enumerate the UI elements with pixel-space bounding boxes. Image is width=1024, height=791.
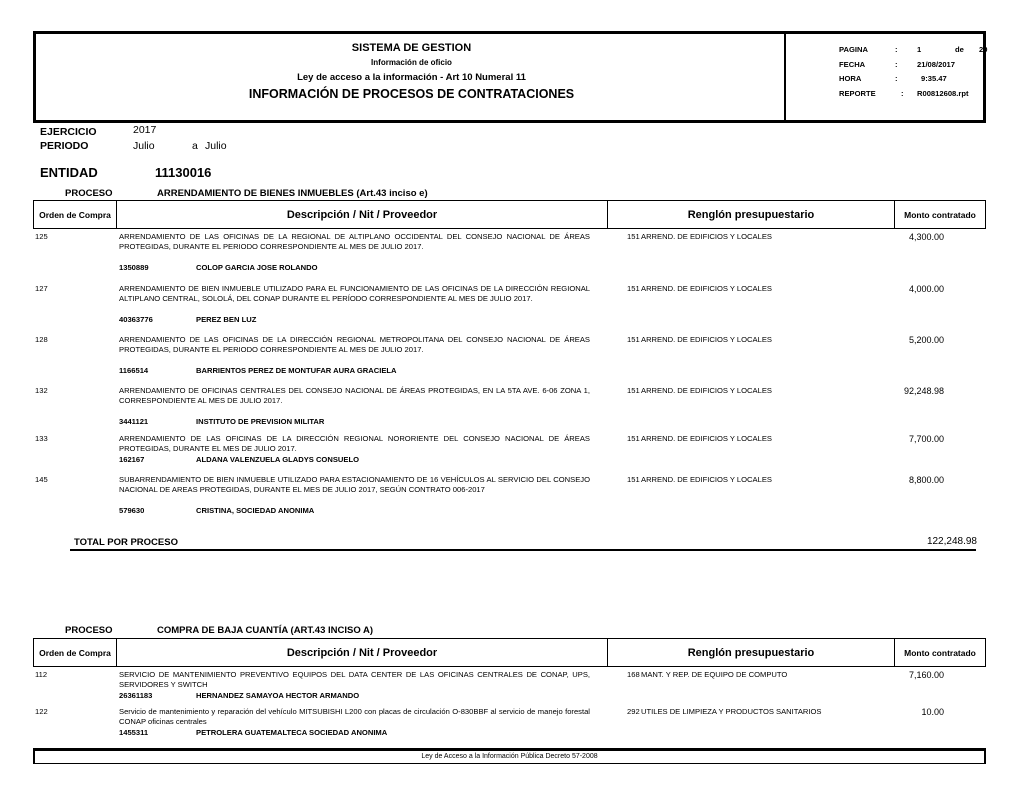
process-label: PROCESO xyxy=(65,625,113,636)
proveedor-line xyxy=(119,263,590,273)
col-descripcion: Descripción / Nit / Proveedor xyxy=(117,639,608,666)
monto: 7,160.00 xyxy=(908,670,944,680)
entidad-label: ENTIDAD xyxy=(40,165,98,180)
nit: 1166514 xyxy=(119,366,149,376)
monto: 92,248.98 xyxy=(903,386,944,396)
nit: 162167 xyxy=(119,454,145,464)
col-descripcion: Descripción / Nit / Proveedor xyxy=(117,201,608,228)
renglon-name: ARREND. DE EDIFICIOS Y LOCALES xyxy=(641,475,772,484)
orden-compra: 127 xyxy=(35,284,48,293)
fecha-value: 21/08/2017 xyxy=(917,59,956,69)
reporte-label: REPORTE xyxy=(839,88,876,98)
col-renglon: Renglón presupuestario xyxy=(608,639,895,666)
report-meta xyxy=(806,45,1024,103)
renglon-name: ARREND. DE EDIFICIOS Y LOCALES xyxy=(641,386,772,395)
meta-fecha xyxy=(839,60,1024,75)
table-header xyxy=(33,200,986,229)
report-title: INFORMACIÓN DE PROCESOS DE CONTRATACIONES xyxy=(248,87,575,101)
proveedor: COLOP GARCIA JOSE ROLANDO xyxy=(196,263,318,273)
proveedor: CRISTINA, SOCIEDAD ANONIMA xyxy=(196,506,315,516)
descripcion: ARRENDAMIENTO DE BIEN INMUEBLE UTILIZADO PARA EL FUNCIONAMIENTO DE LAS OFICINAS DE LA DIRECCIÓN REGIONAL ALTIPLANO CENTRAL, SOLOLÁ, DEL CONAP DURANTE EL PERÍODO CORRESPONDIENTE AL MES DE JULIO 2017. xyxy=(119,284,590,304)
proveedor: INSTITUTO DE PREVISION MILITAR xyxy=(196,417,325,427)
process-name: ARRENDAMIENTO DE BIENES INMUEBLES (Art.43 inciso e) xyxy=(157,188,428,199)
renglon-name: ARREND. DE EDIFICIOS Y LOCALES xyxy=(641,335,772,344)
monto: 5,200.00 xyxy=(908,335,944,345)
col-renglon: Renglón presupuestario xyxy=(608,201,895,228)
orden-compra: 133 xyxy=(35,434,48,443)
report-subtitle: Información de oficio xyxy=(371,58,452,67)
col-orden: Orden de Compra xyxy=(34,201,117,228)
proveedor-line xyxy=(119,691,590,701)
footer-law: Ley de Acceso a la Información Pública Decreto 57-2008 xyxy=(33,748,986,764)
descripcion: ARRENDAMIENTO DE LAS OFICINAS DE LA DIRECCIÓN REGIONAL METROPOLITANA DEL CONSEJO NACIONAL DE ÁREAS PROTEGIDAS, DURANTE EL PERIODO CORRESPONDIENTE AL MES DE JULIO 2017. xyxy=(119,335,590,355)
proveedor-line xyxy=(119,417,590,427)
orden-compra: 128 xyxy=(35,335,48,344)
descripcion: ARRENDAMIENTO DE LAS OFICINAS DE LA REGIONAL DE ALTIPLANO OCCIDENTAL DEL CONSEJO NACIONAL DE ÁREAS PROTEGIDAS, DURANTE EL PERIODO CORRESPONDIENTE AL MES DE JULIO 2017. xyxy=(119,232,590,252)
col-monto: Monto contratado xyxy=(904,209,976,220)
periodo-to: Julio xyxy=(205,140,227,152)
descripcion: ARRENDAMIENTO DE LAS OFICINAS DE LA DIRECCIÓN REGIONAL NORORIENTE DEL CONSEJO NACIONAL DE ÁREAS PROTEGIDAS, DURANTE EL MES DE JULIO 2017. xyxy=(119,434,590,454)
renglon-code: 151 xyxy=(627,335,640,344)
renglon-code: 151 xyxy=(627,284,640,293)
renglon-name: ARREND. DE EDIFICIOS Y LOCALES xyxy=(641,434,772,443)
total-value: 122,248.98 xyxy=(926,536,977,547)
meta-reporte xyxy=(839,89,1024,104)
proveedor: PEREZ BEN LUZ xyxy=(196,315,257,325)
nit: 1350889 xyxy=(119,263,149,273)
proveedor-line xyxy=(119,455,590,465)
proveedor: PETROLERA GUATEMALTECA SOCIEDAD ANONIMA xyxy=(196,727,388,737)
table-header xyxy=(33,638,986,667)
periodo-label: PERIODO xyxy=(40,140,89,152)
renglon-code: 151 xyxy=(627,386,640,395)
nit: 579630 xyxy=(119,506,145,516)
total-pages: 20 xyxy=(979,45,988,54)
colon: : xyxy=(895,45,898,54)
descripcion: ARRENDAMIENTO DE OFICINAS CENTRALES DEL CONSEJO NACIONAL DE ÁREAS PROTEGIDAS, EN LA 5TA AVE. 6-06 ZONA 1, CORRESPONDIENTE AL MES DE JULIO 2017. xyxy=(119,386,590,406)
system-name: SISTEMA DE GESTION xyxy=(351,42,472,54)
reporte-value: R00812608.rpt xyxy=(917,88,969,98)
periodo-from: Julio xyxy=(133,140,155,152)
total-label: TOTAL POR PROCESO xyxy=(74,537,178,548)
descripcion: SUBARRENDAMIENTO DE BIEN INMUEBLE UTILIZADO PARA ESTACIONAMIENTO DE 16 VEHÍCULOS AL SERVICIO DEL CONSEJO NACIONAL DE AREAS PROTEGIDAS, DURANTE EL MES DE JULIO 2017, SEGÚN CONTRATO 006-2017 xyxy=(119,475,590,495)
ejercicio-value: 2017 xyxy=(133,124,157,136)
proveedor-line xyxy=(119,728,590,738)
renglon-name: UTILES DE LIMPIEZA Y PRODUCTOS SANITARIOS xyxy=(641,707,822,716)
process-label: PROCESO xyxy=(65,188,113,199)
fecha-label: FECHA xyxy=(839,59,866,69)
renglon-code: 151 xyxy=(627,475,640,484)
proveedor-line xyxy=(119,366,590,376)
proveedor: ALDANA VALENZUELA GLADYS CONSUELO xyxy=(196,454,359,464)
nit: 40363776 xyxy=(119,315,153,325)
total-underline xyxy=(70,549,976,551)
meta-hora xyxy=(839,74,1024,89)
colon: : xyxy=(895,59,898,69)
renglon-code: 151 xyxy=(627,434,640,443)
header-divider xyxy=(784,31,786,120)
orden-compra: 145 xyxy=(35,475,48,484)
ejercicio-label: EJERCICIO xyxy=(40,126,97,138)
proveedor: BARRIENTOS PEREZ DE MONTUFAR AURA GRACIELA xyxy=(196,366,397,376)
hora-value: 9:35.47 xyxy=(921,74,947,83)
meta-pagina xyxy=(839,45,1024,60)
monto: 4,300.00 xyxy=(908,232,944,242)
monto: 8,800.00 xyxy=(908,475,944,485)
orden-compra: 112 xyxy=(35,670,48,679)
orden-compra: 125 xyxy=(35,232,48,241)
monto: 7,700.00 xyxy=(908,434,944,444)
hora-label: HORA xyxy=(839,74,862,83)
de-label: de xyxy=(955,45,964,54)
col-orden: Orden de Compra xyxy=(34,639,117,666)
proveedor: HERNANDEZ SAMAYOA HECTOR ARMANDO xyxy=(196,690,360,700)
renglon-name: ARREND. DE EDIFICIOS Y LOCALES xyxy=(641,284,772,293)
renglon-name: MANT. Y REP. DE EQUIPO DE COMPUTO xyxy=(641,670,788,679)
descripcion: Servicio de mantenimiento y reparación del vehículo MITSUBISHI L200 con placas de circulación O-830BBF al servicio de manejo forestal CONAP oficinas centrales xyxy=(119,707,590,727)
proveedor-line xyxy=(119,315,590,325)
colon: : xyxy=(901,88,904,98)
orden-compra: 122 xyxy=(35,707,48,716)
nit: 26361183 xyxy=(119,690,153,700)
nit: 3441121 xyxy=(119,417,149,427)
colon: : xyxy=(895,74,898,83)
renglon-code: 168 xyxy=(627,670,640,679)
pagina-value: 1 xyxy=(917,45,922,54)
descripcion: SERVICIO DE MANTENIMIENTO PREVENTIVO EQUIPOS DEL DATA CENTER DE LAS OFICINAS CENTRALES DE CONAP, UPS, SERVIDORES Y SWITCH xyxy=(119,670,590,690)
orden-compra: 132 xyxy=(35,386,48,395)
law-reference: Ley de acceso a la información - Art 10 Numeral 11 xyxy=(297,72,526,83)
renglon-name: ARREND. DE EDIFICIOS Y LOCALES xyxy=(641,232,772,241)
nit: 1455311 xyxy=(119,727,149,737)
periodo-sep: a xyxy=(192,140,198,152)
pagina-label: PAGINA xyxy=(839,45,868,54)
col-monto: Monto contratado xyxy=(904,647,976,658)
monto: 10.00 xyxy=(921,707,944,717)
renglon-code: 292 xyxy=(627,707,640,716)
process-name: COMPRA DE BAJA CUANTÍA (ART.43 INCISO A) xyxy=(157,625,374,636)
renglon-code: 151 xyxy=(627,232,640,241)
entidad-value: 11130016 xyxy=(155,165,212,180)
proveedor-line xyxy=(119,506,590,516)
monto: 4,000.00 xyxy=(908,284,944,294)
